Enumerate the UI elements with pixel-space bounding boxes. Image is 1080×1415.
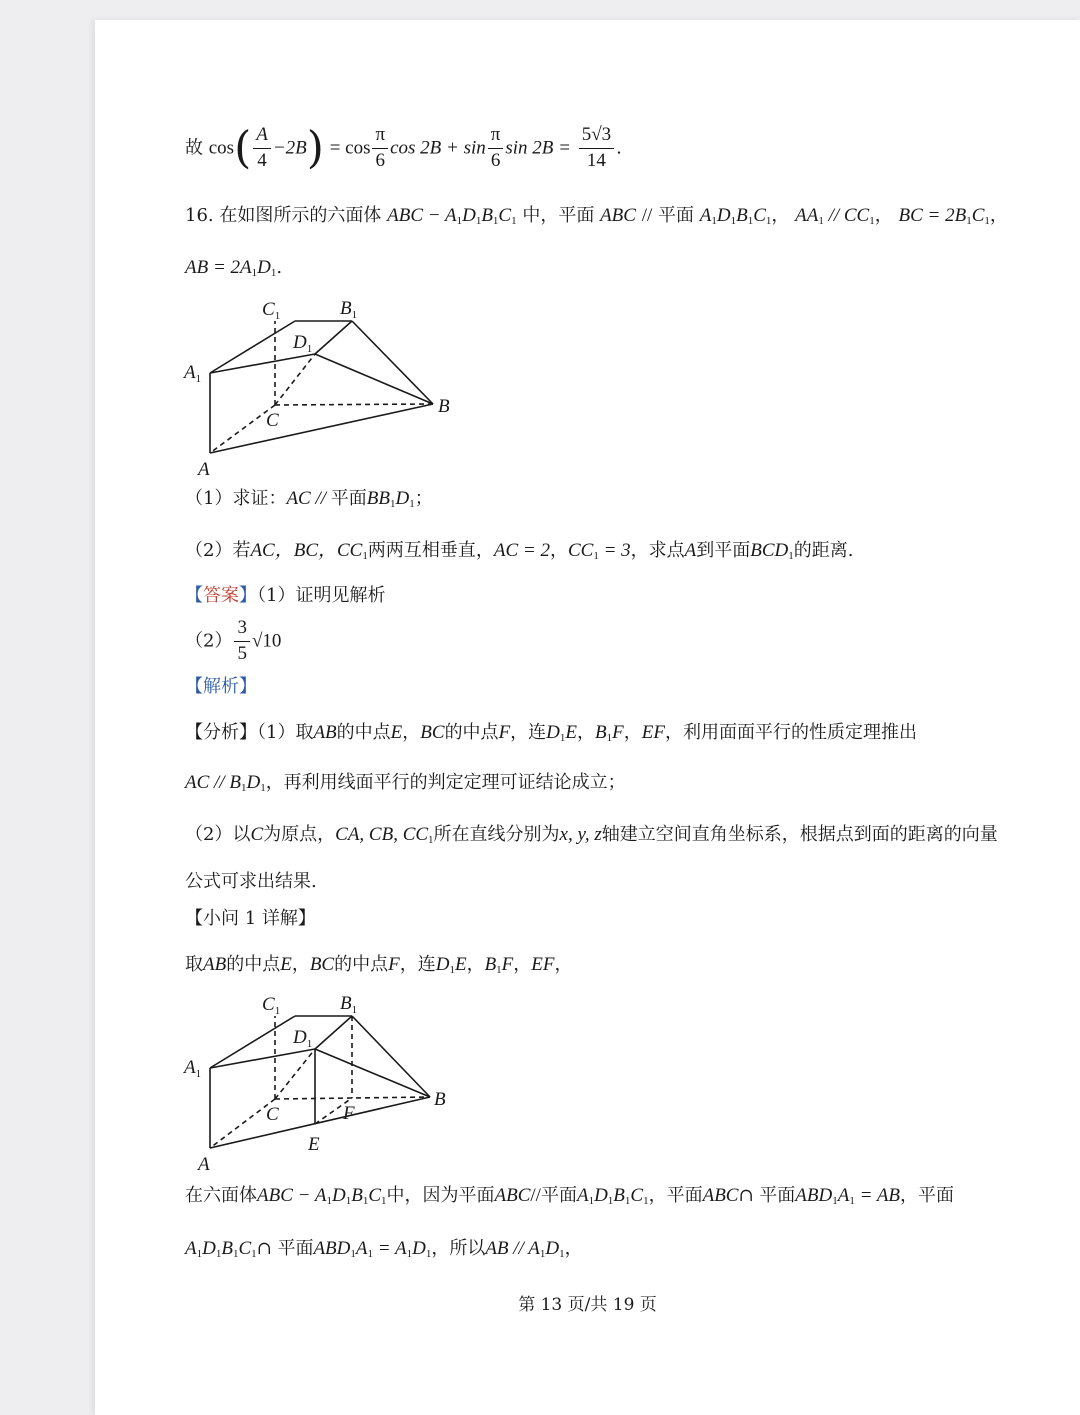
label-a-fig2: A (198, 1154, 210, 1175)
label-d1-fig2: $D_1$ (293, 1027, 313, 1050)
left-paren: ( (234, 122, 252, 174)
proof-line-2: $A_1D_1B_1C_1\cap$ 平面$ABD_1A_1 = A_1D_1$，所以AB // $A_1D_1$， (185, 1238, 583, 1260)
label-a: A (198, 459, 210, 480)
question-2: （2）若AC，BC，$CC_1$两两互相垂直，AC = 2，$CC_1 = 3$，求点A到平面$BCD_1$的距离. (185, 540, 854, 562)
document-page (95, 20, 1080, 1415)
fraction-pi-6-a: $\frac{\pi}{6}$ (372, 125, 388, 172)
problem-16-line1: 16. 在如图所示的六面体 ABC − $A_1D_1B_1C_1$ 中，平面 ABC // 平面 $A_1D_1B_1C_1$， $AA_1 // CC_1$， BC = $2B_1C_1$， (185, 205, 1008, 227)
cond-bc: BC = $2B_1C_1$ (898, 205, 990, 227)
plane-a1d1b1c1: $A_1D_1B_1C_1$ (699, 205, 772, 227)
label-b-fig2: B (434, 1089, 446, 1110)
solid-name: ABC − $A_1D_1B_1C_1$ (387, 205, 517, 227)
page-footer: 第 13 页/共 19 页 (518, 1295, 657, 1315)
label-b: B (438, 396, 450, 417)
label-f-fig2: F (343, 1103, 355, 1124)
eq-cos: = cos (329, 137, 371, 159)
fraction-a-4: $\frac{A}{4}$ (253, 125, 271, 172)
answer-fraction: $\frac{3}{5}$ (234, 618, 250, 665)
cos-text: cos (208, 137, 235, 159)
formula-line (185, 122, 622, 174)
problem-number: 16. (185, 205, 214, 226)
answer-radical: √10 (251, 630, 282, 652)
fenxi-line-4: 公式可求出结果. (185, 871, 317, 892)
label-c1-fig2: $C_1$ (262, 994, 281, 1017)
fraction-pi-6-b: $\frac{\pi}{6}$ (488, 125, 504, 172)
fenxi-line-1: 【分析】（1）取AB的中点E，BC的中点F，连$D_1E$，$B_1F$，EF，利用面面平行的性质定理推出 (185, 722, 917, 744)
detail-tag: 【小问 1 详解】 (185, 908, 316, 929)
label-a1-fig2: $A_1$ (184, 1057, 202, 1080)
problem-text2: 中，平面 (522, 205, 595, 226)
label-b1: $B_1$ (340, 298, 358, 321)
question-1: （1）求证：AC // 平面$BB_1D_1$； (185, 488, 433, 510)
problem-text3: 平面 (658, 205, 694, 226)
answer-line-2: （2） $\frac{3}{5}$ √10 (185, 617, 282, 664)
analysis-tag: 【解析】 (185, 676, 257, 697)
hexahedron-figure-2 (180, 990, 470, 1175)
cond-ab: AB = $2A_1D_1$ (185, 257, 277, 279)
label-c: C (266, 410, 279, 431)
parallel-sym: // (641, 205, 653, 226)
plane-bb1d1: $BB_1D_1$ (366, 488, 415, 510)
hexahedron-figure-1 (180, 295, 470, 495)
minus-2b: −2B (272, 137, 307, 159)
sin2b-eq: sin 2B = (505, 137, 571, 159)
label-c-fig2: C (266, 1104, 279, 1125)
fenxi-line-3: （2）以C为原点，CA, CB, $CC_1$所在直线分别为x, y, z轴建立空间直角坐标系，根据点到面的距离的向量 (185, 824, 998, 846)
formula-prefix: 故 (185, 137, 203, 159)
answer-tag: 答案 (203, 585, 239, 606)
detail-line-1: 取AB的中点E，BC的中点F，连$D_1E$，$B_1F$，EF， (185, 954, 573, 976)
label-e-fig2: E (308, 1134, 320, 1155)
label-c1: $C_1$ (262, 299, 281, 322)
label-b1-fig2: $B_1$ (340, 993, 358, 1016)
fenxi-line-2: AC // $B_1D_1$，再利用线面平行的判定定理可证结论成立； (185, 772, 626, 794)
answer-line-1: 【答案】（1）证明见解析 (185, 585, 386, 606)
right-paren: ) (306, 122, 324, 174)
cond-aa1-cc1: $AA_1 // CC_1$ (795, 205, 875, 227)
problem-16-line2: AB = $2A_1D_1$. (185, 257, 283, 279)
label-d1: $D_1$ (293, 332, 313, 355)
fraction-result: $\frac{5√3}{14}$ (579, 125, 614, 172)
formula-dot: . (616, 137, 622, 159)
cos2b-sin: cos 2B + sin (390, 137, 486, 159)
plane-abc: ABC (600, 205, 636, 226)
label-a1: $A_1$ (184, 362, 202, 385)
proof-line-1: 在六面体ABC − $A_1D_1B_1C_1$中，因为平面ABC//平面$A_1D_1B_1C_1$，平面ABC∩ 平面$ABD_1A_1$ = AB，平面 (185, 1185, 955, 1207)
problem-text1: 在如图所示的六面体 (219, 205, 382, 226)
